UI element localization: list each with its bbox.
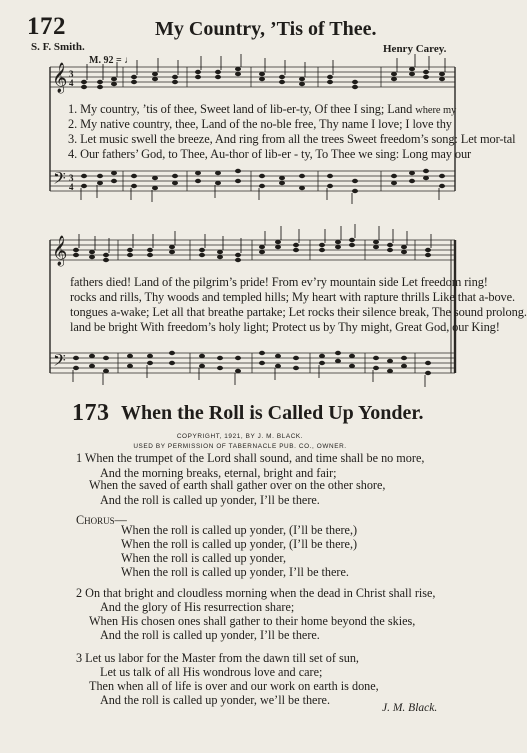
verse-text: My country, ’tis of thee, Sweet land of lib-er-ty, Of thee I sing; Land [80, 102, 413, 116]
verse-number: 2. [68, 117, 78, 131]
verse-text-small: where my [415, 105, 457, 116]
stanza-2-line-4: And the roll is called up yonder, I’ll be there. [100, 628, 320, 642]
hymn-number-172: 172 [27, 13, 66, 40]
svg-text:𝄞: 𝄞 [52, 236, 68, 266]
stanza-1-line-4: And the roll is called up yonder, I’ll be there. [100, 493, 320, 507]
verse-number: 1. [68, 102, 78, 116]
hymn-number-173: 173 [72, 400, 110, 426]
tempo-marking: M. 92 = ♩ [89, 55, 135, 66]
stanza-1-line-2: And the morning breaks, eternal, bright and fair; [100, 466, 337, 480]
stanza-2-line-2: And the glory of His resurrection share; [100, 600, 295, 614]
chorus-line-4: When the roll is called up yonder, I’ll be there. [121, 565, 349, 579]
stanza-3-line-2: Let us talk of all His wondrous love and care; [100, 665, 323, 679]
svg-text:4: 4 [69, 78, 74, 88]
stanza-3-line-3: Then when all of life is over and our work on earth is done, [89, 679, 379, 693]
svg-text:𝄢: 𝄢 [53, 350, 66, 374]
permission-line: USED BY PERMISSION OF TABERNACLE PUB. CO., OWNER. [133, 443, 347, 450]
chorus-line-2: When the roll is called up yonder, (I’ll be there,) [121, 537, 358, 551]
stanza-1-line-3: When the saved of earth shall gather over on the other shore, [89, 478, 386, 492]
svg-text:𝄢: 𝄢 [53, 168, 66, 192]
stanza-1-line-1: 1 When the trumpet of the Lord shall sound, and time shall be no more, [76, 451, 425, 465]
svg-text:4: 4 [69, 182, 74, 192]
svg-text:𝄞: 𝄞 [52, 63, 68, 93]
verse-text: Our fathers’ God, to Thee, Au-thor of lib-er - ty, To Thee we sing: Long may our [80, 147, 472, 161]
stanza-3-line-1: 3 Let us labor for the Master from the dawn till set of sun, [76, 651, 359, 665]
music-author: Henry Carey. [383, 43, 447, 55]
verse-line-3 [68, 132, 516, 147]
verse-text: My native country, thee, Land of the no-ble free, Thy name I love; I love thy [80, 117, 452, 131]
verse-number: 4. [68, 147, 78, 161]
verse-number: 3. [68, 132, 78, 146]
verse-line-1 [68, 102, 456, 117]
chorus-line-3: When the roll is called up yonder, [121, 551, 287, 565]
stanza-2-line-3: When His chosen ones shall gather to their home beyond the skies, [89, 614, 416, 628]
chorus-label: Chorus— [76, 513, 127, 527]
words-author: S. F. Smith. [31, 41, 85, 53]
verse-continuation-2: rocks and rills, Thy woods and templed hills; My heart with rapture thrills Like that a-bove. [70, 290, 516, 304]
stanza-2-line-1: 2 On that bright and cloudless morning when the dead in Christ shall rise, [76, 586, 436, 600]
copyright-line: COPYRIGHT, 1921, BY J. M. BLACK. [176, 433, 304, 440]
verse-continuation-4: land be bright With freedom’s holy light; Protect us by Thy might, Great God, our King! [70, 320, 500, 334]
verse-continuation-1: fathers died! Land of the pilgrim’s pride! From ev’ry mountain side Let freedom ring! [70, 275, 488, 289]
chorus-line-1: When the roll is called up yonder, (I’ll be there,) [121, 523, 358, 537]
author-signature: J. M. Black. [382, 702, 438, 714]
verse-line-4 [68, 147, 471, 162]
verse-line-2 [68, 117, 452, 132]
verse-text: Let music swell the breeze, And ring from all the trees Sweet freedom’s song: Let mor-tal [80, 132, 516, 146]
hymn-title-172: My Country, ’Tis of Thee. [155, 18, 377, 40]
svg-text:3: 3 [69, 173, 74, 183]
verse-continuation-3: tongues a-wake; Let all that breathe partake; Let rocks their silence break, The sound prolong. [70, 305, 527, 319]
hymn-title-173: When the Roll is Called Up Yonder. [121, 402, 424, 424]
svg-text:3: 3 [69, 69, 74, 79]
stanza-3-line-4: And the roll is called up yonder, we’ll be there. [100, 693, 330, 707]
